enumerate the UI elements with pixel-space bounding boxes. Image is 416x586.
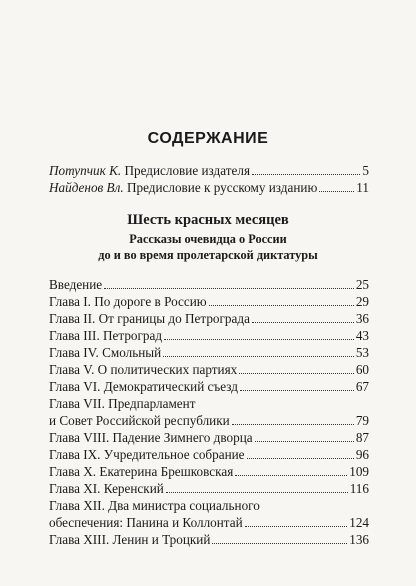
toc-entry <box>49 515 369 531</box>
leader-dots <box>166 492 348 493</box>
entry-page: 79 <box>355 413 369 428</box>
toc-entry <box>49 430 369 446</box>
toc-entry <box>49 447 369 463</box>
toc-entry <box>49 277 369 293</box>
toc-entry <box>49 532 369 548</box>
entry-page: 29 <box>355 294 369 309</box>
entry-title: Глава X. Екатерина Брешковская <box>49 464 234 479</box>
entry-page: 60 <box>355 362 369 377</box>
entry-title: Предисловие издателя <box>124 163 251 178</box>
entry-page: 53 <box>355 345 369 360</box>
toc-entry <box>49 362 369 378</box>
leader-dots <box>239 373 354 374</box>
part-subtitle-line-1: Рассказы очевидца о России <box>129 232 287 246</box>
leader-dots <box>232 424 354 425</box>
toc-entry <box>49 481 369 497</box>
leader-dots <box>164 339 354 340</box>
leader-dots <box>247 458 354 459</box>
entry-page: 67 <box>355 379 369 394</box>
toc-entry <box>49 345 369 361</box>
entry-title-line-2: и Совет Российской республики <box>49 413 230 428</box>
entry-page: 109 <box>349 464 369 479</box>
leader-dots <box>245 526 348 527</box>
toc-entry <box>49 294 369 310</box>
entry-title: Предисловие к русскому изданию <box>126 180 318 195</box>
leader-dots <box>252 322 354 323</box>
leader-dots <box>235 475 347 476</box>
entry-title: Глава IV. Смольный <box>49 345 162 360</box>
entry-page: 96 <box>355 447 369 462</box>
entry-title: Глава IX. Учредительное собрание <box>49 447 245 462</box>
leader-dots <box>163 356 354 357</box>
toc-entry <box>49 311 369 327</box>
entry-author: Потупчик К. <box>49 163 122 178</box>
leader-dots <box>252 174 360 175</box>
entry-page: 43 <box>355 328 369 343</box>
entry-title-line-1: Глава VII. Предпарламент <box>49 396 196 411</box>
entry-page: 87 <box>355 430 369 445</box>
entry-page: 36 <box>355 311 369 326</box>
leader-dots <box>240 390 354 391</box>
entry-page: 124 <box>349 515 369 530</box>
part-title: Шесть красных месяцев <box>127 212 289 228</box>
entry-page: 136 <box>349 532 369 547</box>
entry-page: 25 <box>355 277 369 292</box>
entry-title: Глава VI. Демократический съезд <box>49 379 238 394</box>
toc-entry <box>49 413 369 429</box>
entry-title: Глава XI. Керенский <box>49 481 164 496</box>
toc-entry-russian-preface <box>49 180 369 196</box>
entry-title-line-1: Глава XII. Два министра социального <box>49 498 260 513</box>
entry-page: 5 <box>362 163 369 178</box>
entry-title: Глава II. От границы до Петрограда <box>49 311 250 326</box>
leader-dots <box>104 288 354 289</box>
toc-entry-publisher-preface <box>49 163 369 179</box>
toc-entry <box>49 328 369 344</box>
entry-page: 116 <box>349 481 369 496</box>
leader-dots <box>209 305 354 306</box>
entry-title-line-2: обеспечения: Панина и Коллонтай <box>49 515 243 530</box>
entry-author: Найденов Вл. <box>49 180 124 195</box>
entry-title: Введение <box>49 277 103 292</box>
toc-entry <box>49 379 369 395</box>
entry-title: Глава VIII. Падение Зимнего дворца <box>49 430 253 445</box>
entry-title: Глава V. О политических партиях <box>49 362 238 377</box>
leader-dots <box>319 191 354 192</box>
part-subtitle-line-2: до и во время пролетарской диктатуры <box>98 248 318 262</box>
contents-heading: СОДЕРЖАНИЕ <box>147 130 269 147</box>
leader-dots <box>212 543 347 544</box>
entry-page: 11 <box>356 180 369 195</box>
toc-entry <box>49 464 369 480</box>
leader-dots <box>255 441 354 442</box>
entry-title: Глава III. Петроград <box>49 328 163 343</box>
entry-title: Глава XIII. Ленин и Троцкий <box>49 532 211 547</box>
entry-title: Глава I. По дороге в Россию <box>49 294 207 309</box>
